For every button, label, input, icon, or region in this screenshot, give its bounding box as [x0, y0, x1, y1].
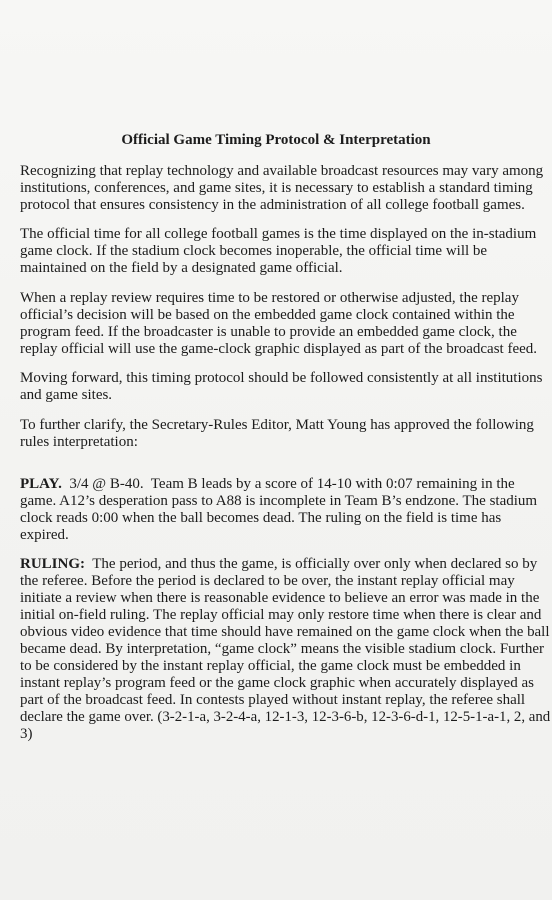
play-line-2: game. A12’s desperation pass to A88 is incomplete in Team B’s endzone. The stadium [20, 493, 538, 509]
play-label: PLAY. [20, 476, 62, 492]
ruling-line-9: part of the broadcast feed. In contests played without instant replay, the referee shall [20, 692, 526, 708]
paragraph-1-line-1: Recognizing that replay technology and available broadcast resources may vary among [20, 163, 544, 179]
paragraph-1-line-3: protocol that ensures consistency in the administration of all college football games. [20, 197, 525, 213]
ruling-line-4: initial on-field ruling. The replay official may only restore time when there is clear and [20, 607, 542, 623]
ruling-line-7: to be considered by the instant replay official, the game clock must be embedded in [20, 658, 521, 674]
paragraph-3-line-2: official’s decision will be based on the embedded game clock contained within the [20, 307, 515, 323]
ruling-line-1 [20, 556, 537, 573]
ruling-line-5: obvious video evidence that time should have remained on the game clock when the ball [20, 624, 550, 640]
paragraph-2-line-1: The official time for all college football games is the time displayed on the in-stadium [20, 226, 537, 242]
paragraph-3-line-1: When a replay review requires time to be restored or otherwise adjusted, the replay [20, 290, 519, 306]
play-line-4: expired. [20, 527, 69, 543]
paragraph-3-line-4: replay official will use the game-clock graphic displayed as part of the broadcast feed. [20, 341, 538, 357]
ruling-line-11: 3) [20, 726, 33, 742]
ruling-line-10: declare the game over. (3-2-1-a, 3-2-4-a, 12-1-3, 12-3-6-b, 12-3-6-d-1, 12-5-1-a-1, 2, and [20, 709, 551, 725]
play-line-3: clock reads 0:00 when the ball becomes dead. The ruling on the field is time has [20, 510, 502, 526]
paragraph-3-line-3: program feed. If the broadcaster is unable to provide an embedded game clock, the [20, 324, 517, 340]
paragraph-4-line-2: and game sites. [20, 387, 113, 403]
document-title: Official Game Timing Protocol & Interpretation [121, 132, 431, 148]
ruling-label: RULING: [20, 556, 86, 572]
paragraph-2-line-3: maintained on the field by a designated game official. [20, 260, 343, 276]
paragraph-5-line-2: rules interpretation: [20, 434, 138, 450]
ruling-line-8: instant replay’s program feed or the game clock graphic when accurately displayed as [20, 675, 534, 691]
ruling-line-2: the referee. Before the period is declared to be over, the instant replay official may [20, 573, 515, 589]
paragraph-2-line-2: game clock. If the stadium clock becomes inoperable, the official time will be [20, 243, 488, 259]
ruling-line-3: initiate a review when there is reasonable evidence to believe an error was made in the [20, 590, 540, 606]
ruling-line-1-text: The period, and thus the game, is officially over only when declared so by [85, 556, 538, 572]
paragraph-4-line-1: Moving forward, this timing protocol should be followed consistently at all institutions [20, 370, 543, 386]
ruling-line-6: became dead. By interpretation, “game clock” means the visible stadium clock. Further [20, 641, 544, 657]
paragraph-1-line-2: institutions, conferences, and game sites, it is necessary to establish a standard timing [20, 180, 533, 196]
play-line-1-text: 3/4 @ B-40. Team B leads by a score of 14-10 with 0:07 remaining in the [61, 476, 515, 492]
play-line-1 [20, 476, 515, 493]
paragraph-5-line-1: To further clarify, the Secretary-Rules Editor, Matt Young has approved the following [20, 417, 534, 433]
